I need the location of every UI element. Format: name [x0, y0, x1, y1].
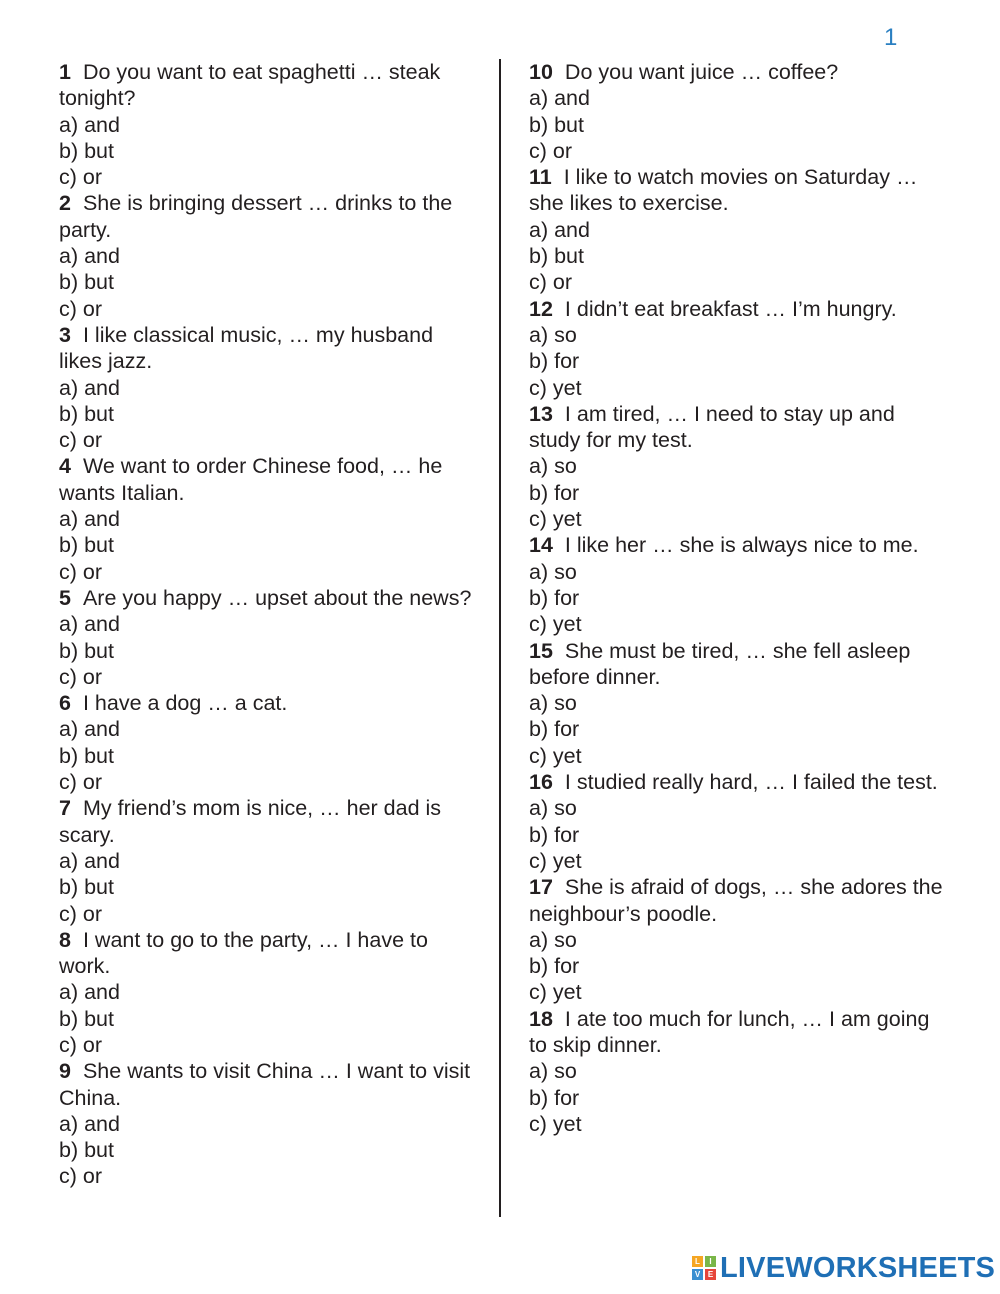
answer-option[interactable]: a) and: [59, 244, 120, 269]
question-prompt: I didn’t eat breakfast … I’m hungry.: [564, 296, 897, 321]
question-text: [529, 638, 949, 691]
question-item: [59, 585, 479, 690]
answer-option[interactable]: b) but: [529, 244, 584, 269]
question-prompt: She is bringing dessert … drinks to the party.: [59, 191, 453, 242]
question-text: [59, 690, 479, 716]
answer-option[interactable]: a) so: [529, 322, 577, 347]
question-item: [529, 296, 949, 401]
question-number: 1: [59, 60, 71, 84]
question-text: [59, 585, 479, 611]
answer-option[interactable]: b) but: [59, 1138, 114, 1163]
answer-option[interactable]: a) and: [59, 375, 120, 400]
answer-option[interactable]: b) but: [59, 270, 114, 295]
answer-option[interactable]: c) or: [59, 428, 102, 453]
answer-option[interactable]: c) yet: [529, 507, 582, 532]
answer-option[interactable]: b) but: [59, 743, 114, 768]
question-prompt: I like to watch movies on Saturday … she likes to exercise.: [529, 165, 918, 216]
logo-mark-cell: I: [705, 1256, 716, 1267]
question-text: [59, 927, 479, 980]
logo-mark-cell: V: [692, 1269, 703, 1280]
question-number: 8: [59, 927, 71, 952]
question-text: [59, 795, 479, 848]
question-number: 2: [59, 191, 71, 216]
question-number: 3: [59, 322, 71, 347]
question-item: [529, 769, 949, 874]
answer-option[interactable]: b) for: [529, 1085, 580, 1110]
question-prompt: My friend’s mom is nice, … her dad is scary.: [59, 796, 442, 847]
answer-option[interactable]: b) for: [529, 349, 580, 374]
question-text: [59, 59, 479, 112]
questions-right-column: [529, 59, 949, 1137]
question-item: [59, 927, 479, 1058]
question-number: 4: [59, 454, 71, 479]
question-item: [59, 1058, 479, 1189]
question-item: [529, 638, 949, 769]
answer-option[interactable]: c) yet: [529, 848, 582, 873]
answer-option[interactable]: a) so: [529, 927, 577, 952]
answer-option[interactable]: b) but: [59, 401, 114, 426]
question-item: [529, 59, 949, 164]
question-prompt: Do you want to eat spaghetti … steak tonight?: [59, 60, 441, 111]
answer-option[interactable]: c) or: [59, 1032, 102, 1057]
question-text: [529, 164, 949, 217]
question-number: 16: [529, 770, 553, 795]
question-text: [529, 59, 949, 85]
answer-option[interactable]: b) for: [529, 822, 580, 847]
answer-option[interactable]: a) and: [59, 980, 120, 1005]
answer-option[interactable]: a) and: [59, 112, 120, 137]
answer-option[interactable]: c) yet: [529, 980, 582, 1005]
question-item: [59, 59, 479, 190]
answer-option[interactable]: a) and: [59, 848, 120, 873]
question-number: 13: [529, 401, 553, 426]
answer-option[interactable]: c) yet: [529, 743, 582, 768]
question-text: [59, 190, 479, 243]
answer-option[interactable]: a) so: [529, 559, 577, 584]
answer-option[interactable]: c) or: [59, 664, 102, 689]
question-item: [529, 1006, 949, 1137]
answer-option[interactable]: a) so: [529, 796, 577, 821]
answer-option[interactable]: c) or: [59, 165, 102, 190]
logo-text: LIVEWORKSHEETS: [720, 1251, 996, 1284]
question-prompt: Do you want juice … coffee?: [564, 60, 839, 84]
column-divider: [499, 59, 501, 1217]
question-item: [529, 401, 949, 532]
liveworksheets-logo-icon: [692, 1256, 716, 1280]
question-item: [529, 532, 949, 637]
answer-option[interactable]: b) for: [529, 954, 580, 979]
question-prompt: We want to order Chinese food, … he wants Italian.: [59, 454, 443, 505]
question-prompt: She is afraid of dogs, … she adores the neighbour’s poodle.: [529, 875, 943, 926]
question-number: 6: [59, 691, 71, 716]
question-prompt: I studied really hard, … I failed the test.: [564, 770, 938, 795]
question-number: 17: [529, 875, 553, 900]
answer-option[interactable]: b) but: [529, 112, 584, 137]
logo-mark-cell: L: [692, 1256, 703, 1267]
answer-option[interactable]: b) but: [59, 875, 114, 900]
answer-option[interactable]: c) or: [529, 270, 572, 295]
question-number: 12: [529, 296, 553, 321]
question-number: 15: [529, 638, 553, 663]
answer-option[interactable]: c) or: [529, 138, 572, 163]
question-prompt: I want to go to the party, … I have to work.: [59, 927, 428, 979]
answer-option[interactable]: b) but: [59, 638, 114, 663]
question-number: 11: [529, 165, 552, 190]
logo-mark-cell: E: [705, 1269, 716, 1280]
answer-option[interactable]: c) or: [59, 559, 102, 584]
answer-option[interactable]: c) or: [59, 1164, 102, 1189]
answer-option[interactable]: a) and: [529, 217, 590, 242]
liveworksheets-logo: [692, 1253, 995, 1283]
answer-option[interactable]: a) so: [529, 691, 577, 716]
question-item: [59, 322, 479, 453]
question-text: [529, 296, 949, 322]
answer-option[interactable]: a) and: [59, 1111, 120, 1136]
question-text: [529, 532, 949, 558]
answer-option[interactable]: b) for: [529, 480, 580, 505]
question-prompt: I have a dog … a cat.: [82, 691, 288, 716]
question-number: 5: [59, 585, 71, 610]
answer-option[interactable]: c) yet: [529, 612, 582, 637]
question-prompt: I am tired, … I need to stay up and study for my test.: [529, 401, 895, 453]
answer-option[interactable]: a) and: [59, 507, 120, 532]
answer-option[interactable]: b) for: [529, 717, 580, 742]
answer-option[interactable]: a) and: [529, 86, 590, 111]
question-prompt: I like classical music, … my husband likes jazz.: [59, 322, 434, 374]
answer-option[interactable]: b) for: [529, 585, 580, 610]
questions-left-column: [59, 59, 479, 1190]
answer-option[interactable]: c) or: [59, 296, 102, 321]
question-prompt: She wants to visit China … I want to visit China.: [59, 1059, 471, 1110]
question-item: [59, 795, 479, 926]
question-text: [529, 1006, 949, 1059]
question-number: 9: [59, 1059, 71, 1084]
answer-option[interactable]: a) so: [529, 1059, 577, 1084]
answer-option[interactable]: a) and: [59, 612, 120, 637]
question-prompt: Are you happy … upset about the news?: [82, 585, 472, 610]
answer-option[interactable]: c) or: [59, 901, 102, 926]
answer-option[interactable]: b) but: [59, 533, 114, 558]
page-number: 1: [884, 24, 898, 51]
question-item: [529, 874, 949, 1005]
answer-option[interactable]: c) yet: [529, 1111, 582, 1136]
question-item: [59, 690, 479, 795]
question-text: [529, 401, 949, 454]
question-number: 10: [529, 60, 553, 84]
answer-option[interactable]: a) so: [529, 454, 577, 479]
question-item: [529, 164, 949, 295]
answer-option[interactable]: b) but: [59, 138, 114, 163]
question-prompt: I ate too much for lunch, … I am going to skip dinner.: [529, 1006, 930, 1057]
question-text: [59, 322, 479, 375]
question-prompt: I like her … she is always nice to me.: [564, 533, 919, 558]
question-number: 7: [59, 796, 71, 821]
question-text: [59, 1058, 479, 1111]
answer-option[interactable]: a) and: [59, 717, 120, 742]
question-number: 14: [529, 533, 553, 558]
question-text: [59, 453, 479, 506]
answer-option[interactable]: c) yet: [529, 375, 582, 400]
question-number: 18: [529, 1006, 553, 1031]
answer-option[interactable]: c) or: [59, 770, 102, 795]
question-text: [529, 769, 949, 795]
question-item: [59, 190, 479, 321]
question-text: [529, 874, 949, 927]
answer-option[interactable]: b) but: [59, 1006, 114, 1031]
question-prompt: She must be tired, … she fell asleep before dinner.: [529, 638, 911, 689]
question-item: [59, 453, 479, 584]
